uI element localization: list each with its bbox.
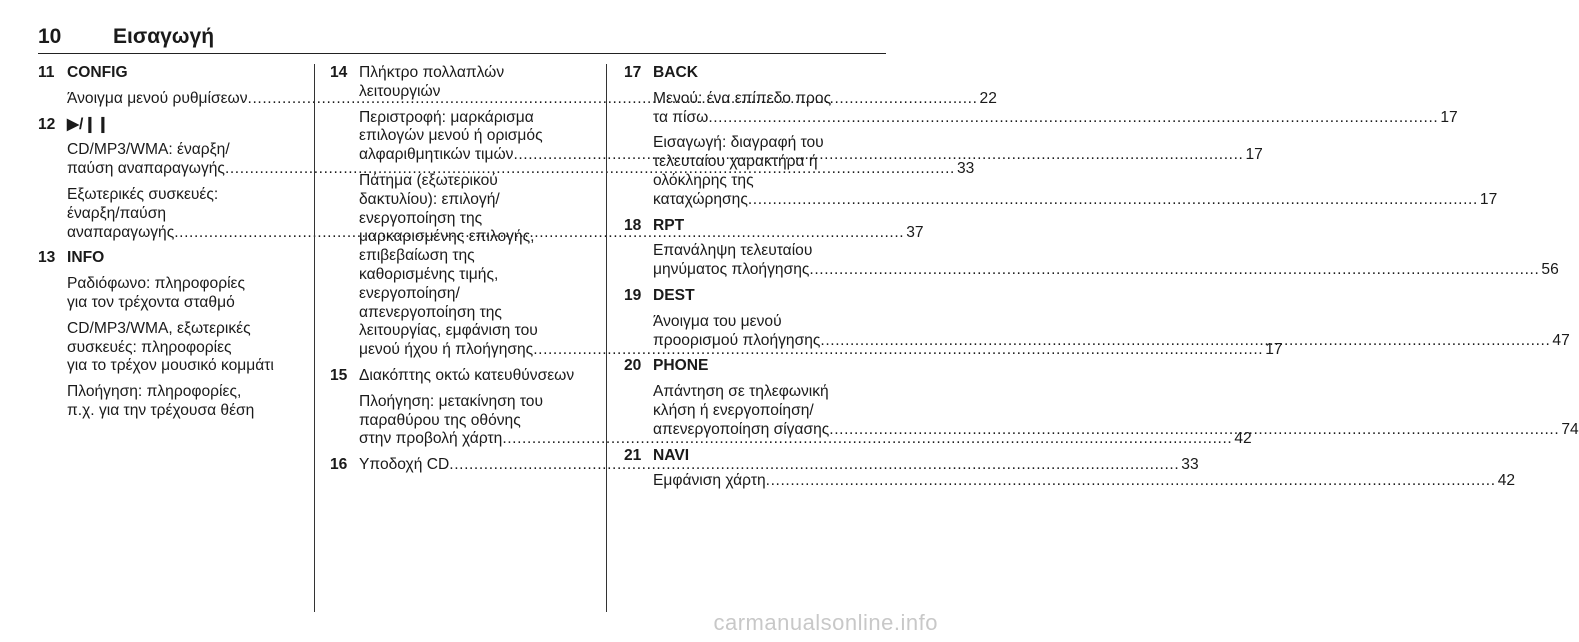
- dot-leader: [748, 191, 1478, 210]
- dot-leader: [829, 421, 1559, 440]
- entry-number: 16: [330, 456, 348, 474]
- entry-text: μενού ήχου ή πλοήγησης: [359, 341, 534, 359]
- text-line: Πλήκτρο πολλαπλών: [359, 64, 505, 81]
- entry-heading: [624, 287, 886, 306]
- text-line: Πλοήγηση: πληροφορίες,: [67, 383, 242, 401]
- text-line: συσκευές: πληροφορίες: [67, 338, 232, 356]
- text-line: Πλοήγηση: μετακίνηση του: [359, 392, 543, 410]
- entry-heading: [624, 357, 886, 376]
- page-reference: 74: [1561, 420, 1579, 438]
- leader-line: [653, 472, 1516, 491]
- description-paragraph: [67, 320, 300, 376]
- entry-heading: [330, 367, 592, 386]
- page-reference: 22: [979, 89, 997, 107]
- leader-line: [359, 430, 1252, 449]
- text-line: π.χ. για την τρέχουσα θέση: [67, 401, 255, 419]
- page-reference: 37: [906, 223, 924, 241]
- page-reference: 56: [1541, 261, 1559, 279]
- entry-text: τα πίσω: [653, 108, 709, 126]
- entry-text: Υποδοχή CD: [359, 456, 450, 474]
- entry-heading: [624, 217, 886, 236]
- entry-text: Εμφάνιση χάρτη: [653, 472, 766, 490]
- entry-text: παύση αναπαραγωγής: [67, 160, 225, 178]
- text-line: επιλογών μενού ή ορισμός: [359, 127, 543, 145]
- dot-leader: [809, 261, 1539, 280]
- page-reference: 33: [956, 160, 975, 178]
- text-line: τελευταίου χαρακτήρα ή: [653, 153, 818, 171]
- entry-text: Άνοιγμα μενού ρυθμίσεων: [67, 89, 248, 107]
- leader-line: [653, 190, 1498, 210]
- text-line: ενεργοποίηση/: [359, 284, 460, 302]
- entry-text: καταχώρησης: [653, 190, 748, 208]
- text-line: Μενού: ένα επίπεδο προς: [653, 89, 832, 107]
- text-line: επιβεβαίωση της: [359, 247, 475, 265]
- dot-leader: [766, 472, 1496, 491]
- description-paragraph: [67, 275, 300, 313]
- entry-heading: [38, 116, 300, 135]
- entry-title: [359, 64, 592, 102]
- entry-key: [653, 287, 886, 306]
- page-number: 10: [38, 25, 62, 48]
- text-line: έναρξη/παύση: [67, 204, 166, 222]
- entry-text: προορισμού πλοήγησης: [653, 331, 821, 349]
- button-name: NAVI: [653, 446, 690, 464]
- entry-heading: [624, 64, 886, 83]
- text-line: δακτυλίου): επιλογή/: [359, 190, 500, 208]
- page-reference: 42: [1234, 430, 1252, 448]
- description-paragraph: [653, 472, 1516, 491]
- entry-heading: [330, 456, 1199, 475]
- page-reference: 33: [1181, 456, 1199, 474]
- entry-heading: [38, 64, 300, 83]
- entry-number: 18: [624, 216, 642, 234]
- text-line: απενεργοποίηση της: [359, 303, 502, 321]
- entry-item: [38, 249, 300, 420]
- button-name: CONFIG: [67, 64, 128, 81]
- entry-text: μηνύματος πλοήγησης: [653, 261, 810, 279]
- text-line: για το τρέχον μουσικό κομμάτι: [67, 357, 274, 375]
- description-paragraph: [67, 383, 300, 421]
- text-line: Εισαγωγή: διαγραφή του: [653, 134, 824, 152]
- entry-item: [330, 456, 1199, 475]
- page-reference: 17: [1440, 108, 1458, 126]
- button-name: RPT: [653, 216, 685, 234]
- entry-key: [67, 249, 300, 268]
- entry-number: 12: [38, 115, 56, 133]
- text-line: κλήση ή ενεργοποίηση/: [653, 401, 814, 419]
- entry-text: απενεργοποίηση σίγασης: [653, 420, 830, 438]
- button-name: DEST: [653, 286, 695, 304]
- text-line: Απάντηση σε τηλεφωνική: [653, 383, 829, 401]
- dot-leader: [708, 109, 1438, 128]
- button-name: INFO: [67, 249, 105, 267]
- page-reference: 17: [1245, 146, 1263, 164]
- entry-number: 20: [624, 357, 642, 375]
- text-line: ενεργοποίηση της: [359, 209, 483, 227]
- button-name: PHONE: [653, 357, 709, 375]
- text-line: λειτουργιών: [359, 82, 441, 100]
- description-paragraph: [653, 242, 1559, 280]
- text-line: CD/MP3/WMA: έναρξη/: [67, 141, 230, 159]
- leader-line: [653, 261, 1559, 280]
- entry-number: 17: [624, 64, 642, 81]
- page-reference: 42: [1497, 472, 1516, 490]
- text-line: μαρκαρισμένης επιλογής,: [359, 228, 535, 246]
- column-divider: [606, 64, 607, 612]
- text-line: Πάτημα (εξωτερικού: [359, 171, 498, 189]
- entry-text: στην προβολή χάρτη: [359, 430, 503, 448]
- text-line: CD/MP3/WMA, εξωτερικές: [67, 319, 251, 337]
- page-reference: 17: [1265, 341, 1283, 359]
- entry-heading: [38, 249, 300, 268]
- entry-number: 11: [38, 64, 55, 81]
- text-line: Επανάληψη τελευταίου: [653, 242, 813, 260]
- entry-key: [67, 64, 300, 83]
- column-divider: [314, 64, 315, 612]
- leader-line: [359, 341, 1283, 360]
- entry-number: 14: [330, 64, 348, 81]
- dot-leader: [820, 332, 1550, 351]
- page-title: Εισαγωγή: [113, 25, 215, 48]
- text-line: Άνοιγμα του μενού: [653, 312, 782, 330]
- page-reference: 47: [1552, 331, 1570, 349]
- entry-text: αναπαραγωγής: [67, 223, 175, 241]
- entry-number: 19: [624, 286, 642, 304]
- text-line: καθορισμένης τιμής,: [359, 265, 499, 283]
- entry-key: [653, 357, 886, 376]
- page-reference: 17: [1479, 190, 1498, 208]
- text-line: ολόκληρης της: [653, 171, 754, 189]
- entry-key: [653, 217, 886, 236]
- button-name: BACK: [653, 64, 699, 81]
- entry-heading: [624, 447, 886, 466]
- entry-number: 21: [624, 446, 642, 464]
- text-line: Ραδιόφωνο: πληροφορίες: [67, 275, 246, 293]
- entry-heading: [330, 64, 592, 102]
- entry-number: 15: [330, 366, 348, 384]
- text-line: Διακόπτης οκτώ κατευθύνσεων: [359, 366, 575, 384]
- entry-key: [359, 64, 592, 102]
- entry-title: [359, 367, 592, 386]
- entry-key: [67, 116, 300, 135]
- entry-key: [653, 447, 886, 466]
- leader-line: [653, 108, 1458, 128]
- text-line: για τον τρέχοντα σταθμό: [67, 293, 235, 311]
- text-line: Περιστροφή: μαρκάρισμα: [359, 108, 534, 126]
- text-line: Εξωτερικές συσκευές:: [67, 185, 219, 203]
- entry-text: αλφαριθμητικών τιμών: [359, 146, 514, 164]
- entry-key: [359, 367, 592, 386]
- text-line: λειτουργίας, εμφάνιση του: [359, 322, 538, 340]
- page-header: [38, 26, 886, 54]
- text-line: παραθύρου της οθόνης: [359, 411, 521, 429]
- button-name: ▶/❙❙: [67, 115, 110, 133]
- watermark: carmanualsonline.info: [713, 610, 938, 635]
- entry-key: [653, 64, 886, 83]
- entry-number: 13: [38, 249, 56, 267]
